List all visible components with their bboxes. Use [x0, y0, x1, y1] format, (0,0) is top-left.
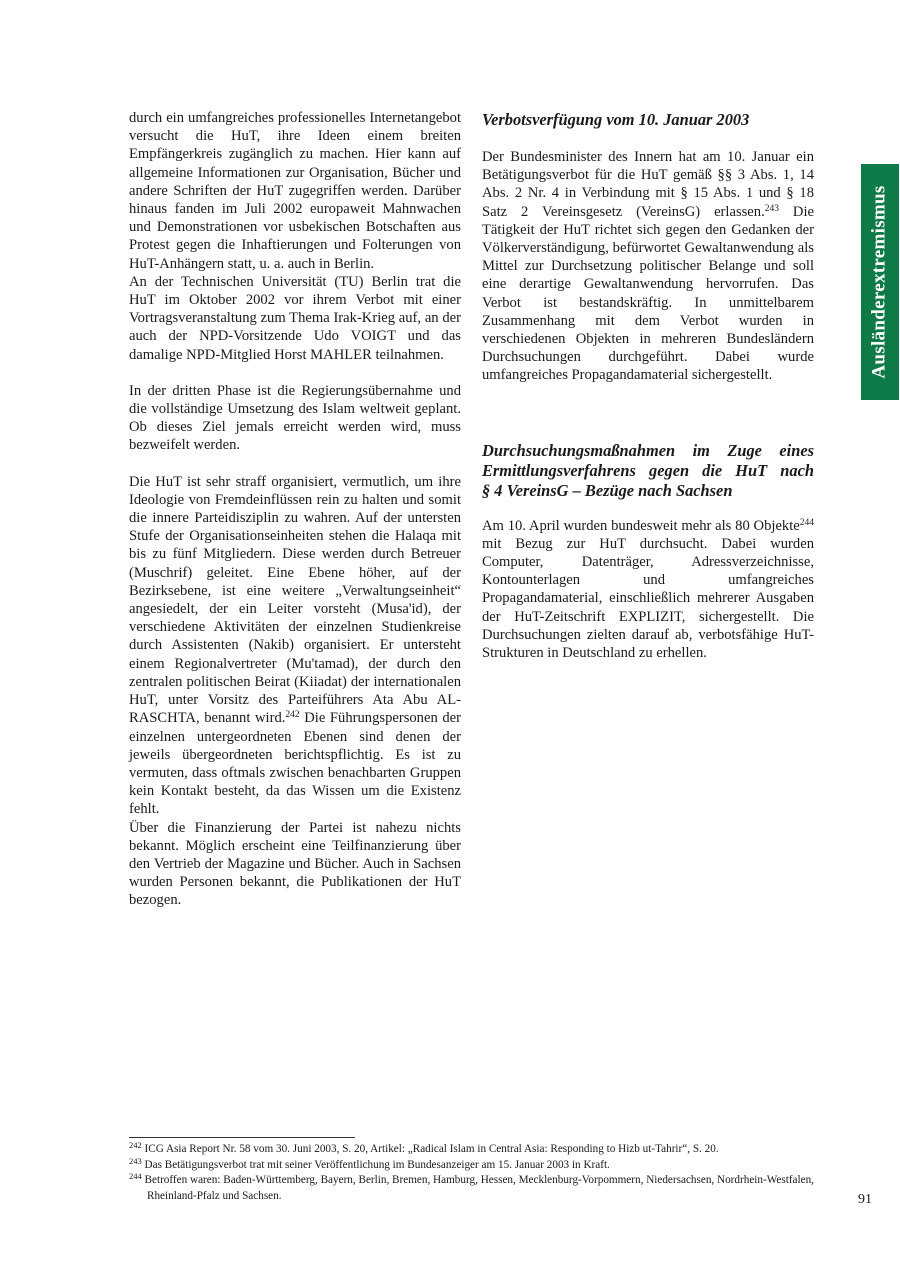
footnote-number: 242	[129, 1140, 142, 1150]
paragraph-third-phase: In der dritten Phase ist die Regierungsübernahme und die vollständige Umsetzung des Islam weltweit geplant. Ob dieses Ziel jemals erreicht werden wird, muss bezweifelt werden.	[129, 382, 461, 454]
heading-searches-line2: § 4 VereinsG – Bezüge nach Sachsen	[482, 480, 733, 500]
heading-searches-line1: Durchsuchungsmaßnahmen im Zuge eines Ermittlungsverfahrens gegen die HuT nach	[482, 440, 814, 480]
paragraph-organisation-part2: Die Führungspersonen der einzelnen untergeordneten Ebenen sind denen der jeweils übergeordneten berichtspflichtig. Es ist zu vermuten, dass oftmals zwischen benachbarten Gruppen kein Kontakt besteht, da das Wissen um die Existenz fehlt.	[129, 710, 461, 818]
footnote-244	[129, 1173, 817, 1204]
heading-searches	[482, 441, 814, 501]
footnote-text: ICG Asia Report Nr. 58 vom 30. Juni 2003, S. 20, Artikel: „Radical Islam in Central Asia: Responding to Hizb ut-Tahrir“, S. 20.	[144, 1143, 719, 1155]
paragraph-ban-order	[482, 148, 814, 385]
paragraph-searches-part2: mit Bezug zur HuT durchsucht. Dabei wurden Computer, Datenträger, Adressverzeichnisse, Kontounterlagen und umfangreiches Propagandamaterial, einschließlich mehrerer Ausgaben der HuT-Zeitschrift EXPLIZIT, sichergestellt. Die Durchsuchungen zielten darauf ab, verbotsfähige HuT-Strukturen in Deutschland zu erhellen.	[482, 535, 814, 662]
paragraph-searches-part1: Am 10. April wurden bundesweit mehr als 80 Objekte	[482, 517, 800, 534]
footnote-ref-242[interactable]: 242	[285, 710, 300, 721]
paragraph-searches	[482, 517, 814, 663]
footnote-divider	[129, 1137, 355, 1138]
footnote-text: Das Betätigungsverbot trat mit seiner Veröffentlichung im Bundesanzeiger am 15. Januar 2003 in Kraft.	[144, 1158, 610, 1171]
right-column	[482, 109, 814, 662]
footnote-number: 243	[129, 1155, 142, 1166]
footnote-number: 244	[129, 1171, 142, 1181]
left-column	[129, 109, 461, 910]
footnote-ref-243[interactable]: 243	[764, 203, 779, 214]
footnotes	[129, 1142, 817, 1204]
page-number: 91	[858, 1192, 872, 1207]
section-tab	[861, 164, 899, 400]
footnote-text: Betroffen waren: Baden-Württemberg, Bayern, Berlin, Bremen, Hamburg, Hessen, Mecklenburg-Vorpommern, Niedersachsen, Nordrhein-Westfalen, Rheinland-Pfalz und Sachsen.	[144, 1174, 814, 1202]
paragraph-tu-berlin: An der Technischen Universität (TU) Berlin trat die HuT im Oktober 2002 vor ihrem Verbot mit einer Vortragsveranstaltung zum Thema Irak-Krieg auf, an der auch der NPD-Vorsitzende Udo VOIGT und das damalige NPD-Mitglied Horst MAHLER teilnahmen.	[129, 273, 461, 363]
footnote-242	[129, 1142, 817, 1158]
paragraph-ban-order-part2: Die Tätigkeit der HuT richtet sich gegen den Gedanken der Völkerverständigung, befürwortet Gewaltanwendung als Mittel zur Durchsetzung politischer Belange und soll eine derartige Gewaltanwendung hervorrufen. Das Verbot ist bestandskräftig. In unmittelbarem Zusammenhang mit dem Verbot wurden in verschiedenen Objekten in mehreren Bundesländern Durchsuchungen durchgeführt. Dabei wurde umfangreiches Propagandamaterial sichergestellt.	[482, 203, 814, 384]
paragraph-organisation-part1: Die HuT ist sehr straff organisiert, vermutlich, um ihre Ideologie von Fremdeinflüssen rein zu halten und somit die innere Parteidisziplin zu wahren. Auf der untersten Stufe der Organisationseinheiten stehen die Halaqa mit bis zu fünf Mitgliedern. Diese werden durch Betreuer (Muschrif) geleitet. Eine Ebene höher, auf der Bezirksebene, ist eine weitere „Verwaltungseinheit“ angesiedelt, der ein Leiter vorsteht (Musa'id), der verschiedene Aktivitäten der einzelnen Studienkreise durch Assistenten (Nakib) organisiert. Er untersteht einem Regionalvertreter (Mu'tamad), der durch den zentralen politischen Beirat (Kiiadat) der internationalen HuT, unter Vorsitz des Parteiführers Ata Abu AL-RASCHTA, benannt wird.	[129, 473, 461, 727]
heading-ban-order: Verbotsverfügung vom 10. Januar 2003	[482, 110, 750, 129]
paragraph-internet: durch ein umfangreiches professionelles Internetangebot versucht die HuT, ihre Ideen einem breiten Empfängerkreis zugänglich zu machen. Hier kann auf allgemeine Informationen zur Organisation, Bücher und andere Schriften der HuT zugegriffen werden. Darüber hinaus fanden im Juli 2002 europaweit Mahnwachen und Demonstrationen vor usbekischen Botschaften aus Protest gegen die Inhaftierungen und Folterungen von HuT-Anhängern statt, u. a. auch in Berlin.	[129, 110, 461, 272]
paragraph-finance: Über die Finanzierung der Partei ist nahezu nichts bekannt. Möglich erscheint eine Teilfinanzierung über den Vertrieb der Magazine und Bücher. Auch in Sachsen wurden Personen bekannt, die Publikationen der HuT bezogen.	[129, 819, 461, 909]
footnote-ref-244[interactable]: 244	[799, 517, 814, 528]
footnote-243	[129, 1155, 817, 1174]
paragraph-organisation	[129, 473, 461, 819]
paragraph-ban-order-part1: Der Bundesminister des Innern hat am 10. Januar ein Betätigungsverbot für die HuT gemäß §§ 3 Abs. 1, 14 Abs. 2 Nr. 4 in Verbindung mit § 15 Abs. 1 und § 18 Satz 2 Vereinsgesetz (VereinsG) erlassen.	[482, 149, 814, 220]
section-tab-label: Ausländerextremismus	[869, 185, 891, 379]
